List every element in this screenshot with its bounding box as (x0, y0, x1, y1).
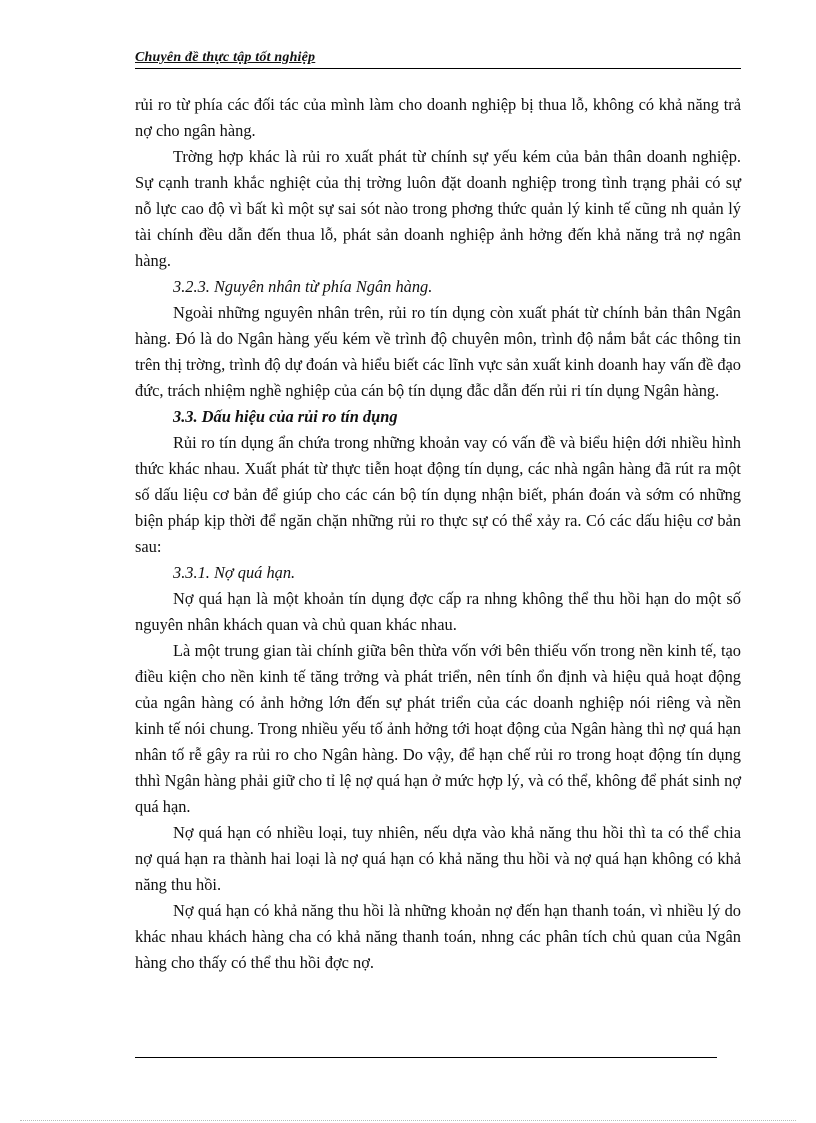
header-title: Chuyên đề thực tập tốt nghiệp (135, 50, 316, 65)
document-body (135, 92, 741, 976)
footer-rule (135, 1057, 717, 1058)
section-heading: 3.3. Dấu hiệu của rủi ro tín dụng (173, 407, 398, 426)
subsection-heading: 3.3.1. Nợ quá hạn. (173, 563, 296, 582)
paragraph: Nợ quá hạn là một khoản tín dụng đợc cấp ra nhng không thể thu hồi hạn do một số nguyên nhân khách quan và chủ quan khác nhau. (135, 589, 741, 634)
paragraph: Nợ quá hạn có khả năng thu hồi là những khoản nợ đến hạn thanh toán, vì nhiều lý do khác nhau khách hàng cha có khả năng thanh toán, nhng các phân tích chủ quan của Ngân hàng cho thấy có thể thu hồi đợc nợ. (135, 901, 741, 972)
paragraph: Ngoài những nguyên nhân trên, rủi ro tín dụng còn xuất phát từ chính bản thân Ngân hàng. Đó là do Ngân hàng yếu kém về trình độ chuyên môn, trình độ nắm bắt các thông tin trên thị trờng, trình độ dự đoán và hiểu biết các lĩnh vực sản xuất kinh doanh hay vấn đề đạo đức, trách nhiệm nghề nghiệp của cán bộ tín dụng đẫc dẫn đến rủi ri tín dụng Ngân hàng. (135, 303, 741, 400)
paragraph: Là một trung gian tài chính giữa bên thừa vốn với bên thiếu vốn trong nền kinh tế, tạo điều kiện cho nền kinh tế tăng trởng và phát triển, nên tính ổn định và hiệu quả hoạt động của ngân hàng có ảnh hởng lớn đến sự phát triển của các doanh nghiệp nói riêng và nền kinh tế nói chung. Trong nhiều yếu tố ảnh hởng tới hoạt động của Ngân hàng thì nợ quá hạn nhân tố rễ gây ra rủi ro cho Ngân hàng. Do vậy, để hạn chế rủi ro trong hoạt động tín dụng thhì Ngân hàng phải giữ cho tỉ lệ nợ quá hạn ở mức hợp lý, và có thể, không để phát sinh nợ quá hạn. (135, 641, 741, 816)
subsection-heading: 3.2.3. Nguyên nhân từ phía Ngân hàng. (173, 277, 433, 296)
paragraph: rủi ro từ phía các đối tác của mình làm cho doanh nghiệp bị thua lỗ, không có khả năng trả nợ cho ngân hàng. (135, 95, 741, 140)
paragraph: Trờng hợp khác là rủi ro xuất phát từ chính sự yếu kém của bản thân doanh nghiệp. Sự cạnh tranh khắc nghiệt của thị trờng luôn đặt doanh nghiệp trong tình trạng phải có sự nỗ lực cao độ vì bất kì một sự sai sót nào trong phơng thức quản lý kinh tế cũng nh quản lý tài chính đều dẫn đến thua lỗ, phát sản doanh nghiệp ảnh hởng đến khả năng trả nợ ngân hàng. (135, 147, 741, 270)
page-edge-divider (20, 1120, 796, 1121)
paragraph: Rủi ro tín dụng ẩn chứa trong những khoản vay có vấn đề và biểu hiện dới nhiều hình thức khác nhau. Xuất phát từ thực tiễn hoạt động tín dụng, các nhà ngân hàng đã rút ra một số dấu liệu cơ bản để giúp cho các cán bộ tín dụng nhận biết, phán đoán và sớm có những biện pháp kịp thời để ngăn chặn những rủi ro thực sự có thể xảy ra. Có các dấu hiệu cơ bản sau: (135, 433, 741, 556)
paragraph: Nợ quá hạn có nhiều loại, tuy nhiên, nếu dựa vào khả năng thu hồi thì ta có thể chia nợ quá hạn ra thành hai loại là nợ quá hạn có khả năng thu hồi và nợ quá hạn không có khả năng thu hồi. (135, 823, 741, 894)
page-header (135, 48, 741, 69)
